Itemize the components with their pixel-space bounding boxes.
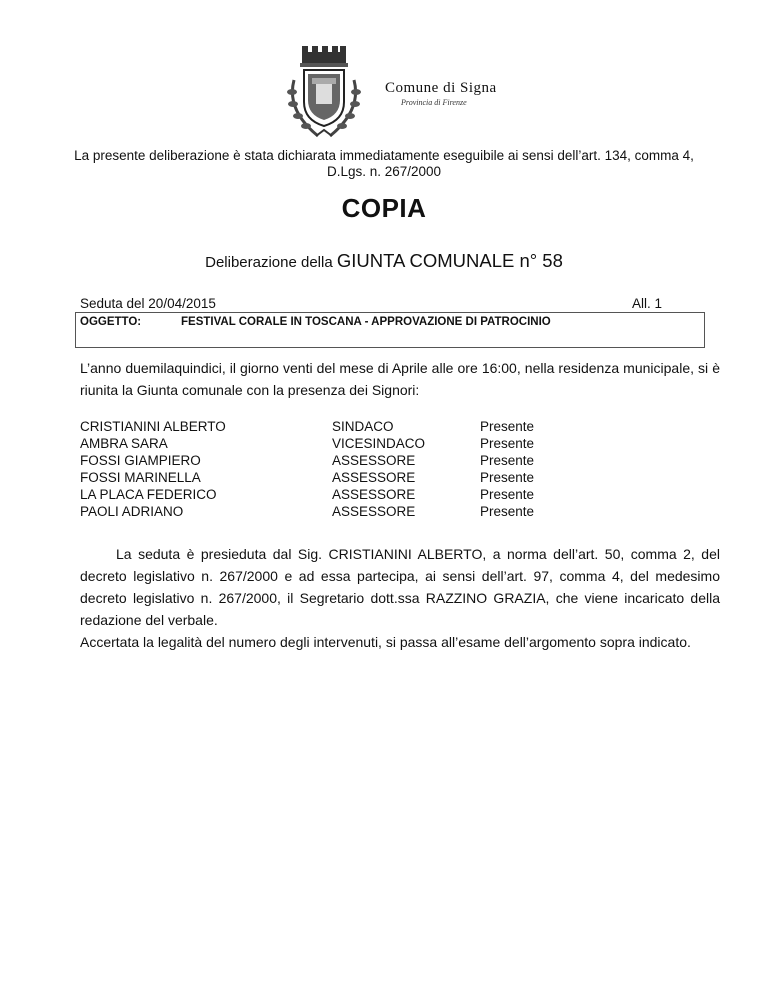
- copy-label: COPIA: [341, 193, 427, 223]
- member-role: ASSESSORE: [332, 470, 416, 485]
- member-name: FOSSI GIAMPIERO: [80, 453, 201, 468]
- legality-paragraph: Accertata la legalità del numero degli intervenuti, si passa all’esame dell’argomento sopra indicato.: [80, 634, 691, 650]
- member-name: PAOLI ADRIANO: [80, 504, 184, 519]
- deliberation-title: [0, 250, 768, 272]
- member-status: Presente: [480, 453, 535, 468]
- member-role: ASSESSORE: [332, 504, 416, 519]
- execution-note: La presente deliberazione è stata dichiarata immediatamente eseguibile ai sensi dell’art. 134, comma 4, D.Lgs. n. 267/2000: [74, 148, 694, 179]
- subject-box: [75, 312, 705, 348]
- member-role: SINDACO: [332, 419, 394, 434]
- coat-of-arms-icon: [272, 40, 376, 144]
- municipality-header: [385, 80, 497, 107]
- member-row: [80, 452, 720, 469]
- member-role: VICESINDACO: [332, 436, 426, 451]
- intro-paragraph: L’anno duemilaquindici, il giorno venti del mese di Aprile alle ore 16:00, nella residenza municipale, si è riunita la Giunta comunale con la presenza dei Signori:: [80, 360, 720, 398]
- member-status: Presente: [480, 436, 535, 451]
- member-name: LA PLACA FEDERICO: [80, 487, 217, 502]
- province-name: Provincia di Firenze: [401, 98, 467, 107]
- member-status: Presente: [480, 470, 535, 485]
- members-list: [80, 418, 720, 520]
- member-role: ASSESSORE: [332, 453, 416, 468]
- member-status: Presente: [480, 487, 535, 502]
- body-text: [80, 543, 720, 653]
- member-row: [80, 486, 720, 503]
- subject-label: OGGETTO:: [80, 316, 142, 328]
- member-row: [80, 418, 720, 435]
- presiding-paragraph: La seduta è presieduta dal Sig. CRISTIANINI ALBERTO, a norma dell’art. 50, comma 2, del decreto legislativo n. 267/2000 e ad essa partecipa, ai sensi dell’art. 97, comma 4, del medesimo decreto legislativo n. 267/2000, il Segretario dott.ssa RAZZINO GRAZIA, che viene incaricato della redazione del verbale.: [80, 546, 720, 628]
- municipality-name: Comune di Signa: [385, 80, 497, 96]
- member-role: ASSESSORE: [332, 487, 416, 502]
- member-name: AMBRA SARA: [80, 436, 168, 451]
- member-name: FOSSI MARINELLA: [80, 470, 201, 485]
- member-status: Presente: [480, 504, 535, 519]
- member-row: [80, 435, 720, 452]
- session-date: Seduta del 20/04/2015: [80, 296, 216, 311]
- member-name: CRISTIANINI ALBERTO: [80, 419, 226, 434]
- attachment-label: All. 1: [632, 296, 663, 311]
- member-row: [80, 469, 720, 486]
- deliberation-prefix: Deliberazione della: [205, 254, 337, 271]
- subject-text: FESTIVAL CORALE IN TOSCANA - APPROVAZIONE DI PATROCINIO: [181, 316, 551, 328]
- member-status: Presente: [480, 419, 535, 434]
- member-row: [80, 503, 720, 520]
- deliberation-body: GIUNTA COMUNALE n° 58: [336, 250, 563, 271]
